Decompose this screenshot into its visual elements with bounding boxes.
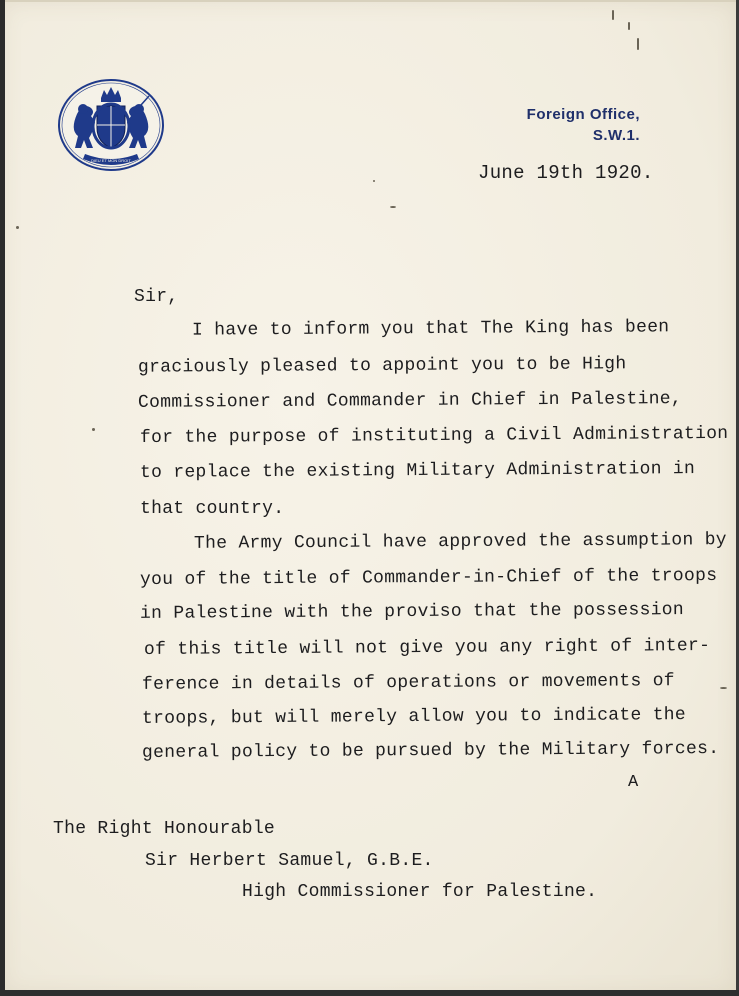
scan-edge-left (0, 0, 5, 996)
addressee-line: The Right Honourable (53, 819, 276, 839)
body-line: troops, but will merely allow you to indicate the (141, 705, 687, 729)
body-line: The Army Council have approved the assumption by (193, 530, 727, 554)
paper-speck (92, 428, 95, 431)
paper-speck (373, 180, 375, 182)
office-name: Foreign Office, (526, 106, 640, 123)
body-line: graciously pleased to appoint you to be High (137, 354, 627, 378)
addressee-line: High Commissioner for Palestine. (242, 882, 598, 902)
paper-speck (612, 10, 614, 20)
body-line: I have to inform you that The King has been (191, 317, 670, 341)
salutation: Sir, (134, 287, 179, 307)
paper-speck (390, 206, 396, 208)
body-line: to replace the existing Military Administration in (139, 459, 696, 483)
paper-speck (720, 687, 727, 689)
body-line: you of the title of Commander-in-Chief of the troops (139, 565, 718, 591)
paper-speck (628, 22, 630, 30)
svg-text:DIEU ET MON DROIT: DIEU ET MON DROIT (91, 158, 131, 163)
office-postcode: S.W.1. (592, 127, 640, 144)
scan-edge-bottom (0, 990, 739, 996)
addressee-line: Sir Herbert Samuel, G.B.E. (145, 851, 434, 871)
body-line: Commissioner and Commander in Chief in Palestine, (137, 389, 683, 413)
body-line: of this title will not give you any right of inter- (143, 636, 711, 660)
paper-speck (16, 226, 19, 229)
letterhead-address (480, 104, 640, 146)
body-line: general policy to be pursued by the Military forces. (141, 738, 720, 764)
letter-date: June 19th 1920. (478, 162, 654, 184)
body-line: for the purpose of instituting a Civil Administration (139, 423, 729, 449)
paper-speck (637, 38, 639, 50)
body-line: in Palestine with the proviso that the possession (139, 600, 685, 624)
royal-crest-icon (57, 78, 165, 172)
body-line: ference in details of operations or movements of (141, 671, 675, 695)
catchword: A (628, 773, 639, 792)
body-line: that country. (140, 499, 285, 519)
